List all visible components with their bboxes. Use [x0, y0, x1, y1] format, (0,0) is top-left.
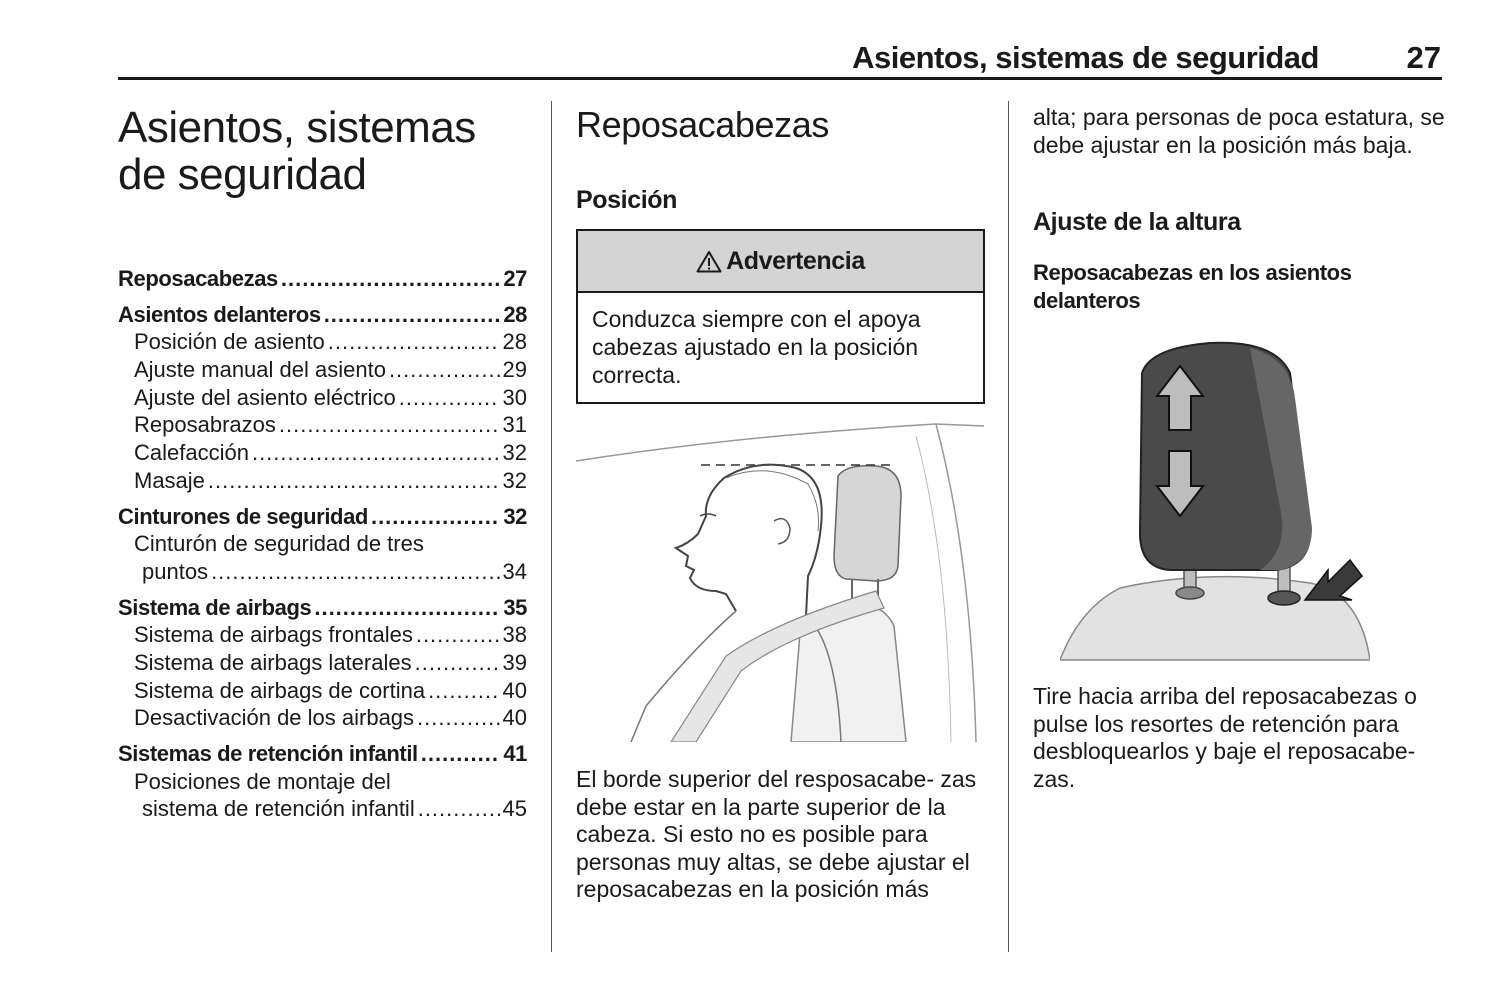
toc-entry-label: Cinturón de seguridad de tres [134, 531, 424, 557]
toc-entry-label: Reposabrazos [134, 412, 276, 438]
toc-leader-dots [279, 412, 500, 438]
chapter-title [118, 104, 538, 198]
table-of-contents [118, 266, 527, 824]
height-adjust-heading: Ajuste de la altura [1033, 208, 1241, 236]
toc-entry-page: 38 [502, 622, 527, 648]
toc-entry [118, 385, 527, 413]
toc-leader-dots [421, 741, 501, 767]
toc-leader-dots [324, 302, 501, 328]
driver-headrest-illustration [576, 416, 984, 742]
toc-entry-page: 28 [502, 329, 527, 355]
toc-entry-label: Reposacabezas [118, 266, 278, 291]
toc-entry-page: 34 [502, 558, 527, 584]
toc-entry [118, 559, 527, 587]
toc-entry-page: 35 [503, 594, 527, 620]
section-title: Reposacabezas [576, 104, 829, 145]
toc-entry-label: Calefacción [134, 440, 249, 466]
toc-entry-label: Cinturones de seguridad [118, 503, 368, 529]
toc-leader-dots [399, 385, 500, 411]
toc-entry-label: Posición de asiento [134, 329, 325, 355]
toc-entry-page: 28 [503, 301, 527, 327]
toc-entry-label: Ajuste manual del asiento [134, 357, 386, 383]
body-paragraph-1: El borde superior del resposacabe- zas debe estar en la parte superior de la cabeza. Si esto no es posible para personas muy altas, se debe ajustar el reposacabezas en la posición más [576, 766, 977, 903]
warning-text: Conduzca siempre con el apoya cabezas ajustado en la posición correcta. [592, 306, 921, 388]
chapter-title-line2: de seguridad [118, 150, 367, 199]
toc-entry [118, 741, 527, 769]
toc-entry [118, 329, 527, 357]
warning-box [576, 229, 985, 404]
toc-entry [118, 796, 527, 824]
toc-entry-page: 30 [502, 384, 527, 410]
toc-entry-page: 41 [503, 741, 527, 766]
toc-entry [118, 266, 527, 294]
toc-entry [118, 440, 527, 468]
toc-leader-dots [416, 622, 500, 648]
toc-leader-dots [389, 357, 500, 383]
header-rule [118, 77, 1442, 80]
toc-leader-dots [252, 440, 500, 466]
toc-entry [118, 622, 527, 650]
toc-entry-label: Sistemas de retención infantil [118, 741, 418, 766]
body-paragraph-1-continued: alta; para personas de poca estatura, se debe ajustar en la posición más baja. [1033, 104, 1445, 158]
toc-leader-dots [314, 595, 500, 621]
toc-entry-page: 39 [502, 649, 527, 675]
chapter-title-line1: Asientos, sistemas [118, 103, 476, 152]
toc-entry-label: Sistema de airbags [118, 594, 312, 620]
toc-entry-label: Sistema de airbags de cortina [134, 677, 426, 703]
body-paragraph-2: Tire hacia arriba del reposacabezas o pulse los resortes de retención para desbloquearlos y baje el reposacabe- zas. [1033, 683, 1417, 792]
toc-entry [118, 595, 527, 623]
toc-entry [118, 504, 527, 532]
toc-entry [118, 302, 527, 330]
column-divider [1008, 101, 1009, 952]
running-header-title: Asientos, sistemas de seguridad [852, 40, 1319, 75]
warning-label: Advertencia [726, 246, 865, 275]
toc-entry-label: Asientos delanteros [118, 301, 321, 327]
toc-entry-page: 40 [502, 705, 527, 731]
toc-entry-label: Sistema de airbags laterales [134, 649, 412, 675]
toc-entry-label: Posiciones de montaje del [134, 768, 391, 794]
toc-entry-page: 32 [502, 467, 527, 493]
toc-entry-label: Desactivación de los airbags [134, 705, 415, 731]
toc-entry-label: Sistema de airbags frontales [134, 622, 413, 648]
headrest-height-illustration [1060, 338, 1370, 663]
toc-entry-label: sistema de retención infantil [142, 796, 415, 822]
toc-entry-page: 27 [503, 266, 527, 291]
toc-entry-label: Ajuste del asiento eléctrico [134, 384, 396, 410]
toc-leader-dots [208, 468, 500, 494]
toc-entry [118, 412, 527, 440]
front-seat-headrest-heading: Reposacabezas en los asientos delanteros [1033, 260, 1352, 313]
toc-entry [118, 531, 527, 559]
warning-triangle-icon [696, 250, 722, 273]
toc-leader-dots [428, 678, 499, 704]
warning-header [578, 231, 983, 293]
toc-entry [118, 650, 527, 678]
toc-entry-page: 32 [503, 503, 527, 529]
toc-leader-dots [211, 559, 499, 585]
toc-leader-dots [417, 705, 499, 731]
toc-leader-dots [418, 796, 500, 822]
column-divider [551, 101, 552, 952]
toc-entry [118, 357, 527, 385]
toc-entry [118, 705, 527, 733]
toc-entry-page: 45 [502, 796, 527, 822]
toc-leader-dots [415, 650, 500, 676]
toc-entry-page: 29 [502, 357, 527, 383]
toc-entry-page: 32 [502, 440, 527, 466]
toc-entry-page: 31 [502, 412, 527, 438]
toc-entry [118, 769, 527, 797]
toc-leader-dots [281, 266, 500, 292]
page-number: 27 [1406, 40, 1441, 75]
subsection-title: Posición [576, 186, 677, 214]
toc-leader-dots [328, 329, 500, 355]
toc-entry-label: Masaje [134, 467, 205, 493]
toc-entry [118, 678, 527, 706]
toc-entry-page: 40 [502, 677, 527, 703]
toc-entry-label: puntos [142, 558, 209, 584]
toc-leader-dots [371, 504, 500, 530]
toc-entry [118, 468, 527, 496]
